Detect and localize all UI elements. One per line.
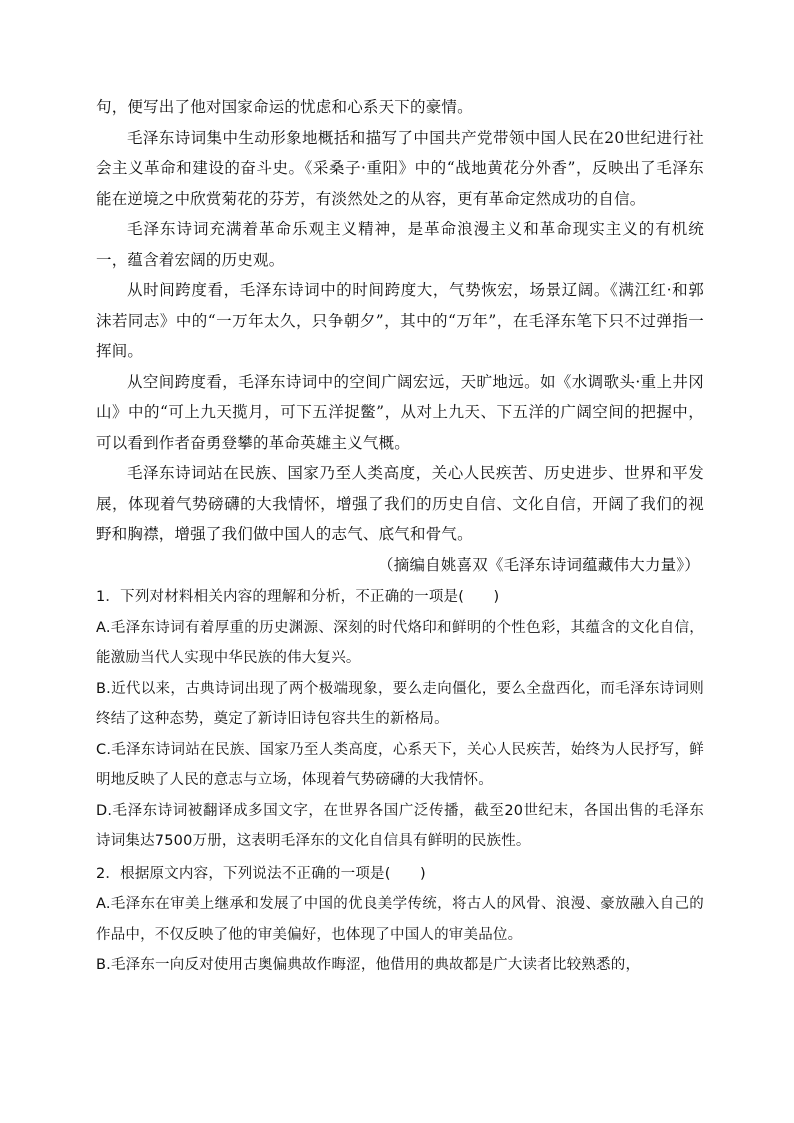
passage-paragraph: 毛泽东诗词站在民族、国家乃至人类高度，关心人民疾苦、历史进步、世界和平发展，体现着气势磅礴的大我情怀，增强了我们的历史自信、文化自信，开阔了我们的视野和胸襟，增强了我们做中国人的志气、底气和骨气。 bbox=[96, 464, 704, 543]
question-option: D.毛泽东诗词被翻译成多国文字，在世界各国广泛传播，截至20世纪末，各国出售的毛泽东诗词集达7500万册，这表明毛泽东的文化自信具有鲜明的民族性。 bbox=[96, 802, 704, 849]
question-stem: 1．下列对材料相关内容的理解和分析，不正确的一项是( ) bbox=[96, 589, 500, 605]
question-option: B.毛泽东一向反对使用古奥偏典故作晦涩，他借用的典故都是广大读者比较熟悉的， bbox=[96, 957, 641, 973]
question-stem: 2．根据原文内容，下列说法不正确的一项是( ) bbox=[96, 865, 426, 882]
passage-paragraph-continued: 句，便写出了他对国家命运的忧虑和心系天下的豪情。 bbox=[96, 98, 473, 116]
source-citation: （摘编自姚喜双《毛泽东诗词蕴藏伟大力量》） bbox=[378, 555, 700, 574]
passage-paragraph: 毛泽东诗词集中生动形象地概括和描写了中国共产党带领中国人民在20世纪进行社会主义革命和建设的奋斗史。《采桑子·重阳》中的“战地黄花分外香”，反映出了毛泽东能在逆境之中欣赏菊花的芬芳，有淡然处之的从容，更有革命定然成功的自信。 bbox=[96, 128, 704, 208]
question-option: B.近代以来，古典诗词出现了两个极端现象，要么走向僵化，要么全盘西化，而毛泽东诗词则终结了这种态势，奠定了新诗旧诗包容共生的新格局。 bbox=[96, 680, 704, 727]
question-option: A.毛泽东在审美上继承和发展了中国的优良美学传统，将古人的风骨、浪漫、豪放融入自己的作品中，不仅反映了他的审美偏好，也体现了中国人的审美品位。 bbox=[96, 896, 704, 943]
passage-paragraph: 毛泽东诗词充满着革命乐观主义精神，是革命浪漫主义和革命现实主义的有机统一，蕴含着宏阔的历史观。 bbox=[96, 220, 704, 269]
question-option: C.毛泽东诗词站在民族、国家乃至人类高度，心系天下，关心人民疾苦，始终为人民抒写，鲜明地反映了人民的意志与立场，体现着气势磅礴的大我情怀。 bbox=[96, 741, 704, 788]
question-option: A.毛泽东诗词有着厚重的历史渊源、深刻的时代烙印和鲜明的个性色彩，其蕴含的文化自信，能激励当代人实现中华民族的伟大复兴。 bbox=[96, 619, 704, 666]
passage-paragraph: 从时间跨度看，毛泽东诗词中的时间跨度大，气势恢宏，场景辽阔。《满江红·和郭沫若同志》中的“一万年太久，只争朝夕”，其中的“万年”，在毛泽东笔下只不过弹指一挥间。 bbox=[96, 281, 704, 360]
passage-paragraph: 从空间跨度看，毛泽东诗词中的空间广阔宏远，天旷地远。如《水调歌头·重上井冈山》中的“可上九天揽月，可下五洋捉鳖”，从对上九天、下五洋的广阔空间的把握中，可以看到作者奋勇登攀的革命英雄主义气概。 bbox=[96, 372, 704, 452]
